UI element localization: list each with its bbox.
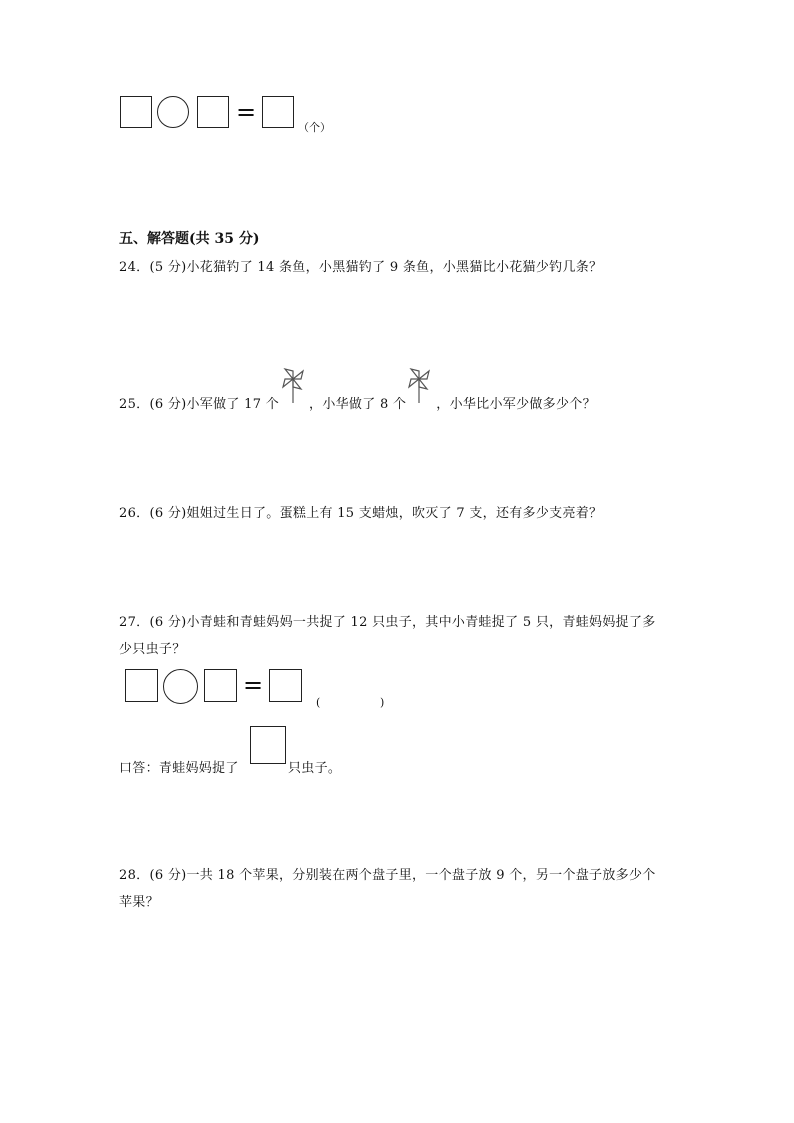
unit-close-paren: ) — [380, 696, 385, 709]
question-number: 28．(6 分) — [119, 868, 187, 883]
question-text-part2: ，小华做了 8 个 — [309, 397, 407, 412]
blank-box-1[interactable] — [120, 96, 152, 128]
question-number: 27．(6 分) — [119, 615, 187, 630]
pinwheel-icon — [279, 365, 307, 405]
question-28-line2: 苹果？ — [119, 895, 159, 910]
question-28-line1 — [119, 864, 656, 883]
question-text-part1: 小军做了 17 个 — [186, 397, 280, 412]
question-number: 26．(6 分) — [119, 506, 187, 521]
question-27-answer-prefix: 口答：青蛙妈妈捉了 — [119, 761, 239, 776]
section-title: 五、解答题(共 35 分) — [119, 231, 260, 247]
question-27-line1 — [119, 611, 656, 630]
question-text: 小青蛙和青蛙妈妈一共捉了 12 只虫子，其中小青蛙捉了 5 只，青蛙妈妈捉了多 — [186, 615, 656, 630]
question-27-answer-suffix: 只虫子。 — [288, 761, 342, 776]
blank-box-2[interactable] — [197, 96, 229, 128]
question-text: 姐姐过生日了。蛋糕上有 15 支蜡烛，吹灭了 7 支，还有多少支亮着？ — [186, 506, 603, 521]
equals-sign: = — [236, 98, 257, 126]
operator-circle[interactable] — [157, 96, 189, 128]
question-number: 25．(6 分) — [119, 397, 187, 412]
question-text: 小花猫钓了 14 条鱼，小黑猫钓了 9 条鱼，小黑猫比小花猫少钓几条？ — [186, 260, 603, 275]
question-27-line2: 少只虫子？ — [119, 642, 186, 657]
question-26 — [119, 502, 602, 521]
operator-circle[interactable] — [163, 669, 198, 704]
question-text-part3: ，小华比小军少做多少个？ — [436, 397, 596, 412]
question-number: 24．(5 分) — [119, 260, 187, 275]
question-text: 一共 18 个苹果，分别装在两个盘子里，一个盘子放 9 个，另一个盘子放多少个 — [186, 868, 656, 883]
question-24 — [119, 256, 602, 275]
unit-open-paren: ( — [316, 696, 321, 709]
blank-box-2[interactable] — [204, 669, 237, 702]
equals-sign: = — [243, 671, 264, 699]
result-box[interactable] — [262, 96, 294, 128]
answer-box[interactable] — [250, 726, 286, 764]
blank-box-1[interactable] — [125, 669, 158, 702]
result-box[interactable] — [269, 669, 302, 702]
pinwheel-icon — [405, 365, 433, 405]
unit-label: （个） — [298, 121, 331, 134]
question-25 — [119, 393, 596, 412]
